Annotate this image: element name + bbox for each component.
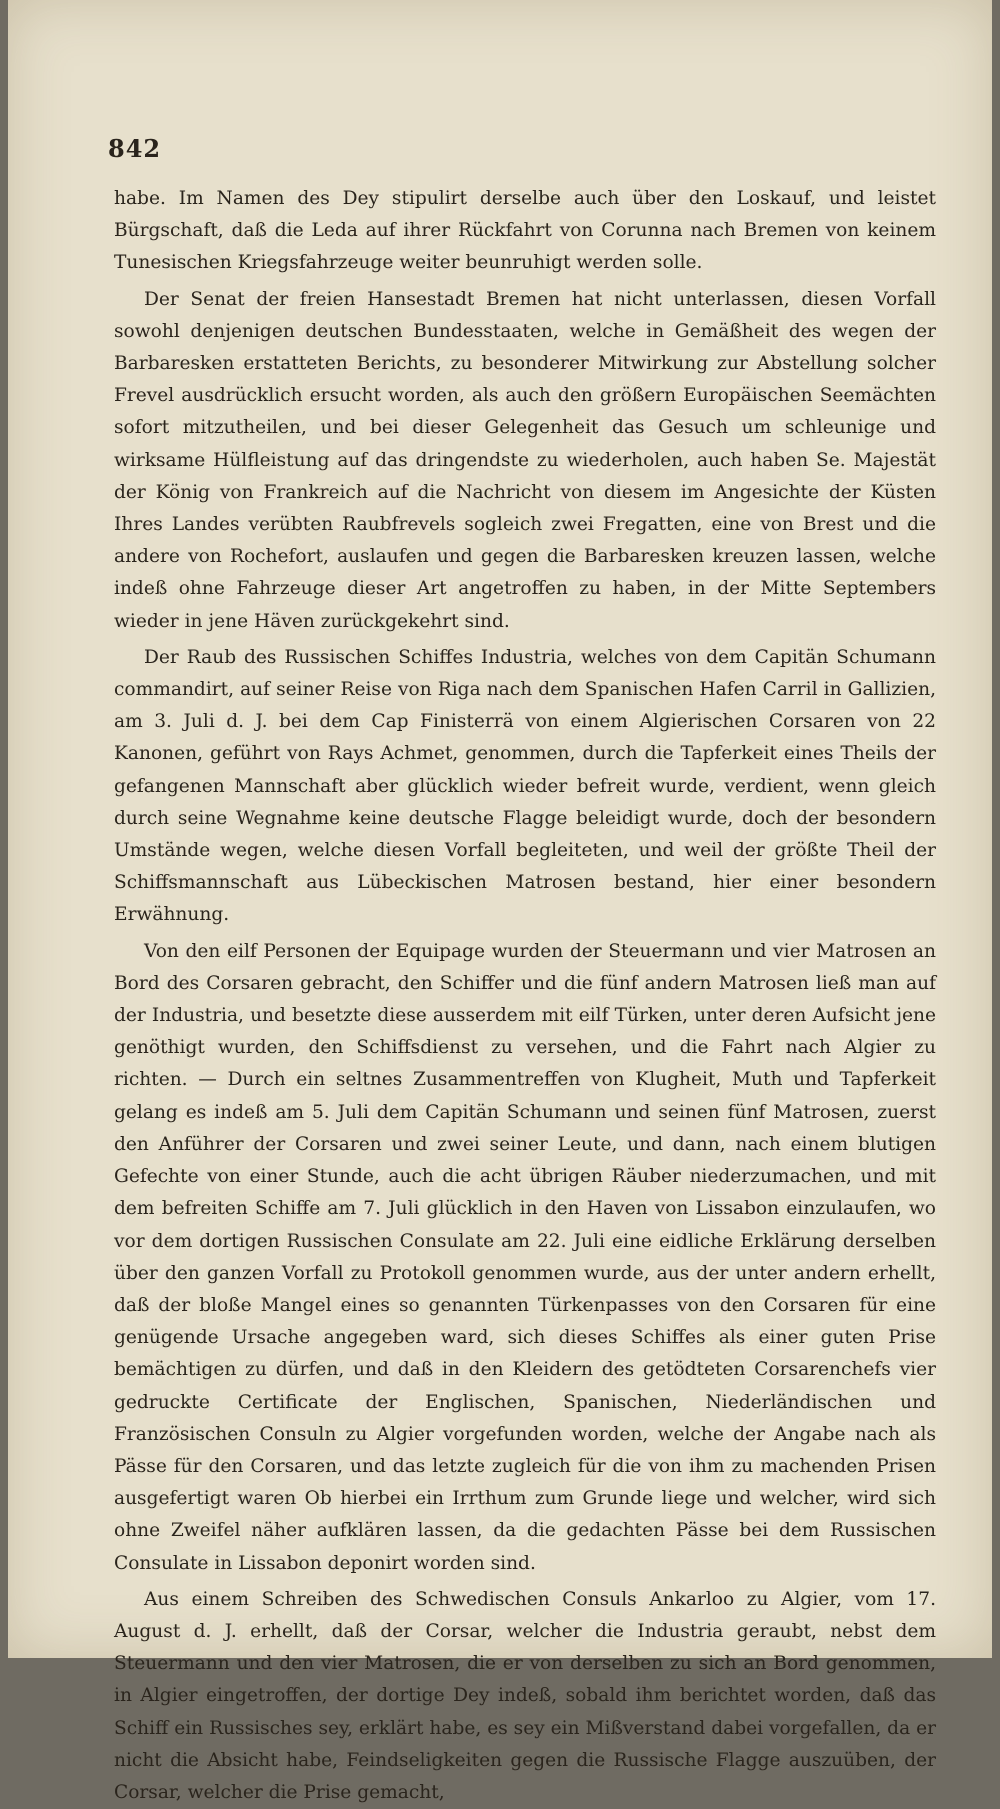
page-number: 842 — [108, 134, 162, 163]
page-content — [108, 120, 936, 1809]
paragraph-1: habe. Im Namen des Dey stipulirt derselbe auch über den Loskauf, und leistet Bürgschaft, daß die Leda auf ihrer Rückfahrt von Corunna nach Bremen von keinem Tunesischen Kriegsfahrzeuge weiter beunruhigt werden solle. — [114, 188, 936, 274]
paragraph-5: Aus einem Schreiben des Schwedischen Consuls Ankarloo zu Algier, vom 17. August d. J. erhellt, daß der Corsar, welcher die Industria geraubt, nebst dem Steuermann und den vier Matrosen, die er von derselben zu sich an Bord genommen, in Algier eingetroffen, der dortige Dey indeß, sobald ihm berichtet worden, daß das Schiff ein Russisches sey, erklärt habe, es sey ein Mißverstand dabei vorgefallen, da er nicht die Absicht habe, Feindseligkeiten gegen die Russische Flagge auszuüben, der Corsar, welcher die Prise gemacht, — [114, 1588, 936, 1803]
paragraph-4: Von den eilf Personen der Equipage wurden der Steuermann und vier Matrosen an Bord des Corsaren gebracht, den Schiffer und die fünf andern Matrosen ließ man auf der Industria, und besetzte diese ausserdem mit eilf Türken, unter deren Aufsicht jene genöthigt wurden, den Schiffsdienst zu versehen, und die Fahrt nach Algier zu richten. — Durch ein seltnes Zusammentreffen von Klugheit, Muth und Tapferkeit gelang es indeß am 5. Juli dem Capitän Schumann und seinen fünf Matrosen, zuerst den Anführer der Corsaren und zwei seiner Leute, und dann, nach einem blutigen Gefechte von einer Stunde, auch die acht übrigen Räuber niederzumachen, und mit dem befreiten Schiffe am 7. Juli glücklich in den Haven von Lissabon einzulaufen, wo vor dem dortigen Russischen Consulate am 22. Juli eine eidliche Erklärung derselben über den ganzen Vorfall zu Protokoll genommen wurde, aus der unter andern erhellt, daß der bloße Mangel eines so genannten Türkenpasses von den Corsaren für eine genügende Ursache angegeben ward, sich dieses Schiffes als einer guten Prise bemächtigen zu dürfen, und daß in den Kleidern des getödteten Corsarenchefs vier gedruckte Certificate der Englischen, Spanischen, Niederländischen und Französischen Consuln zu Algier vorgefunden worden, welche der Angabe nach als Pässe für den Corsaren, und das letzte zugleich für die von ihm zu machenden Prisen ausgefertigt waren Ob hierbei ein Irrthum zum Grunde liege und welcher, wird sich ohne Zweifel näher aufklären lassen, da die gedachten Pässe bei dem Russischen Consulate in Lissabon deponirt worden sind. — [114, 940, 936, 1574]
paragraph-3: Der Raub des Russischen Schiffes Industria, welches von dem Capitän Schumann commandirt, auf seiner Reise von Riga nach dem Spanischen Hafen Carril in Gallizien, am 3. Juli d. J. bei dem Cap Finisterrä von einem Algierischen Corsaren von 22 Kanonen, geführt von Rays Achmet, genommen, durch die Tapferkeit eines Theils der gefangenen Mannschaft aber glücklich wieder befreit wurde, verdient, wenn gleich durch seine Wegnahme keine deutsche Flagge beleidigt wurde, doch der besondern Umstände wegen, welche diesen Vorfall begleiteten, und weil der größte Theil der Schiffsmannschaft aus Lübeckischen Matrosen bestand, hier einer besondern Erwähnung. — [114, 646, 936, 926]
book-page — [8, 0, 992, 1803]
paragraph-2: Der Senat der freien Hansestadt Bremen hat nicht unterlassen, diesen Vorfall sowohl denjenigen deutschen Bundesstaaten, welche in Gemäßheit des wegen der Barbaresken erstatteten Berichts, zu besonderer Mitwirkung zur Abstellung solcher Frevel ausdrücklich ersucht worden, als auch den größern Europäischen Seemächten sofort mitzutheilen, und bei dieser Gelegenheit das Gesuch um schleunige und wirksame Hülfleistung auf das dringendste zu wiederholen, auch haben Se. Majestät der König von Frankreich auf die Nachricht von diesem im Angesichte der Küsten Ihres Landes verübten Raubfrevels sogleich zwei Fregatten, eine von Brest und die andere von Rochefort, auslaufen und gegen die Barbaresken kreuzen lassen, welche indeß ohne Fahrzeuge dieser Art angetroffen zu haben, in der Mitte Septembers wieder in jene Häven zurückgekehrt sind. — [114, 288, 936, 632]
